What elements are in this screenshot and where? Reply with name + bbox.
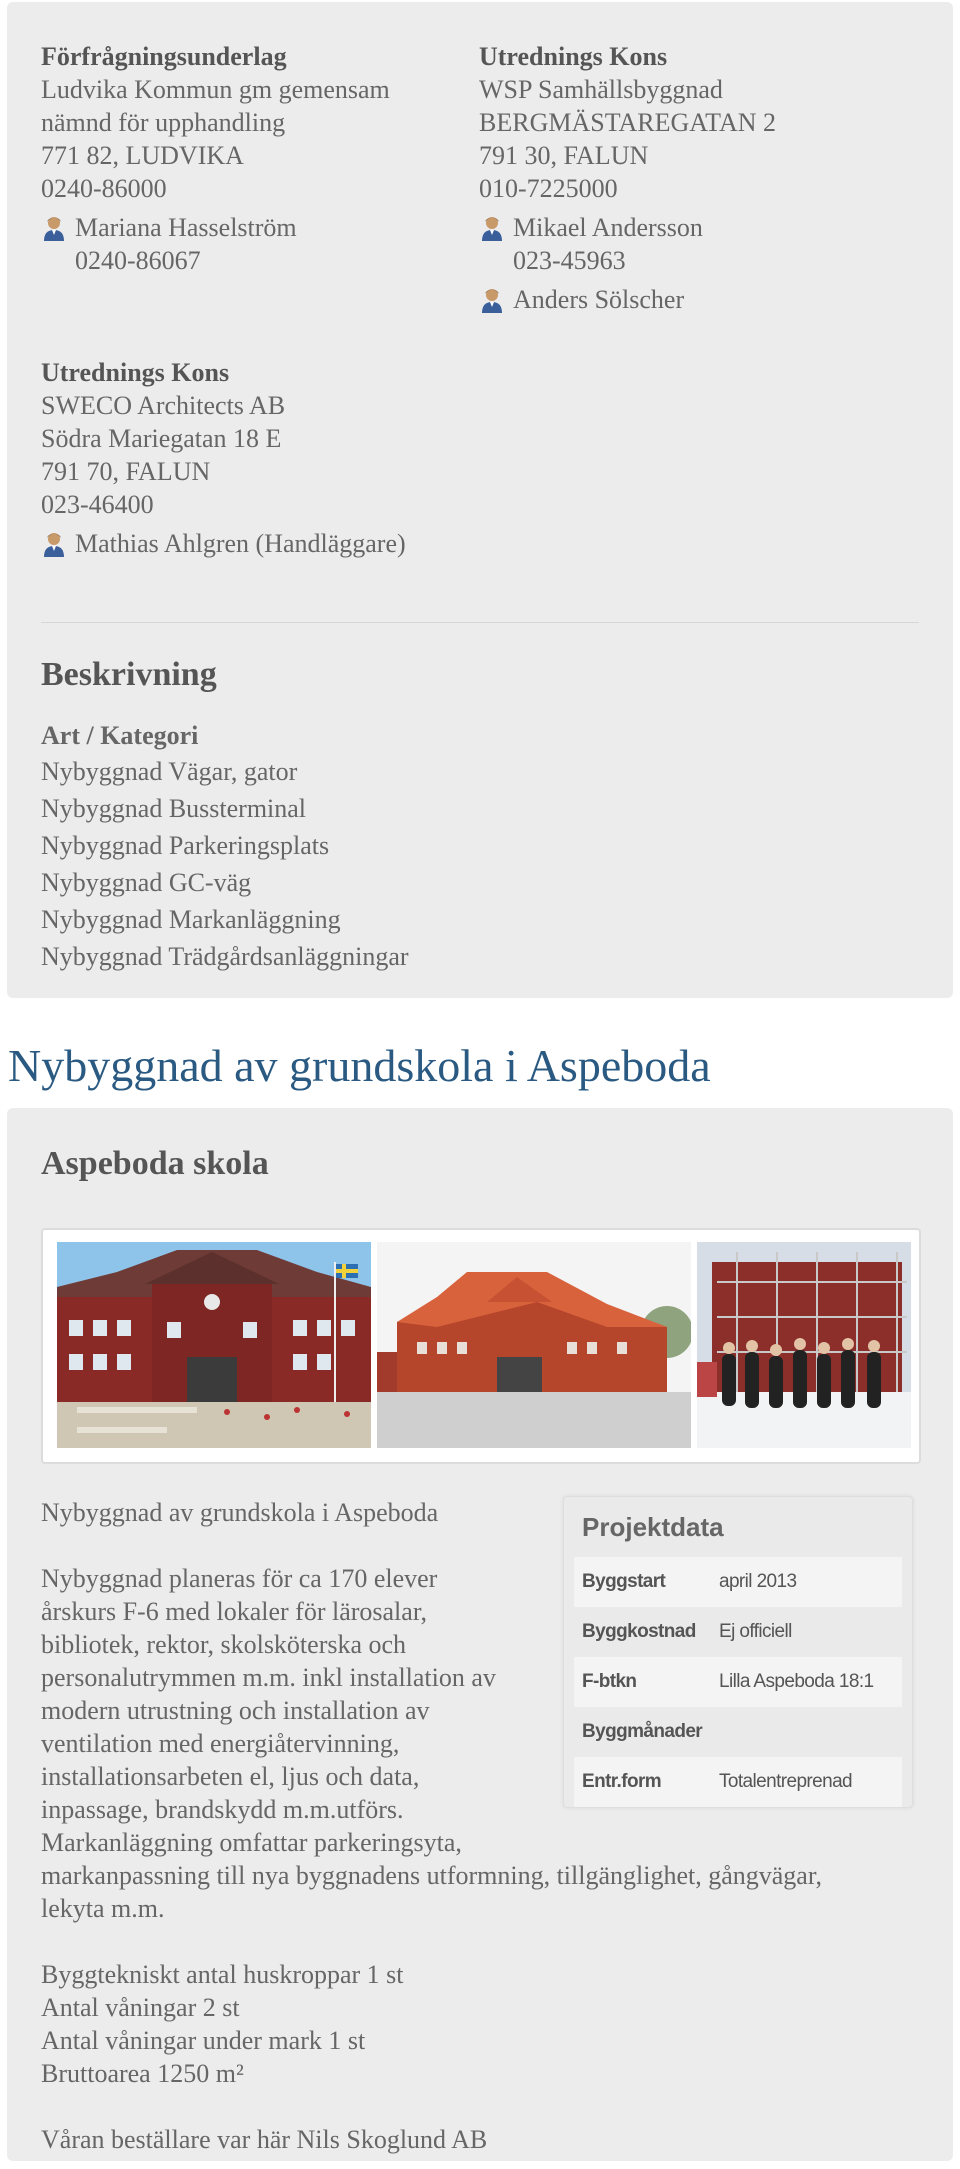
- table-row: [574, 1557, 902, 1607]
- project-body: [41, 1496, 919, 2156]
- text-line: bibliotek, rektor, skolsköterska och: [41, 1630, 407, 1659]
- row-label: Byggkostnad: [582, 1621, 696, 1642]
- row-label: Byggstart: [582, 1571, 666, 1592]
- category-item: Nybyggnad Trädgårdsanläggningar: [41, 942, 409, 971]
- category-item: Nybyggnad Bussterminal: [41, 794, 307, 823]
- text-line: Antal våningar 2 st: [41, 1993, 240, 2022]
- text-line: personalutrymmen m.m. inkl installation av: [41, 1663, 496, 1692]
- user-icon: [43, 215, 65, 241]
- contact-line: 791 30, FALUN: [479, 141, 649, 170]
- text-line: lekyta m.m.: [41, 1894, 165, 1923]
- user-icon: [481, 287, 503, 313]
- school-photo-2[interactable]: [377, 1242, 691, 1448]
- contact-line: Ludvika Kommun gm gemensam: [41, 75, 390, 104]
- category-item: Nybyggnad GC-väg: [41, 868, 252, 897]
- category-item: Nybyggnad Markanläggning: [41, 905, 341, 934]
- contact-block-forfragningsunderlag: [41, 40, 479, 316]
- project-client: Våran beställare var här Nils Skoglund AB: [41, 2125, 488, 2154]
- image-gallery: [41, 1228, 921, 1464]
- contact-block-sweco: [41, 356, 919, 560]
- project-subtitle: Aspeboda skola: [41, 1145, 269, 1182]
- project-data-box: [563, 1496, 913, 1808]
- row-label: F-btkn: [582, 1671, 637, 1692]
- table-row: [574, 1707, 902, 1757]
- contact-title: Utrednings Kons: [479, 42, 668, 71]
- person-name: Mariana Hasselström: [75, 213, 297, 242]
- contact-line: 771 82, LUDVIKA: [41, 141, 244, 170]
- table-row: [574, 1607, 902, 1657]
- user-icon: [43, 531, 65, 557]
- row-value: Lilla Aspeboda 18:1: [719, 1671, 874, 1692]
- contact-phone: 010-7225000: [479, 174, 618, 203]
- category-list: [41, 753, 919, 975]
- person-name: Mathias Ahlgren (Handläggare): [75, 529, 406, 558]
- contact-phone: 023-46400: [41, 490, 154, 519]
- contacts-card: [7, 2, 953, 998]
- category-item: Nybyggnad Parkeringsplats: [41, 831, 330, 860]
- text-line: installationsarbeten el, ljus och data,: [41, 1762, 420, 1791]
- contact-person: [41, 527, 919, 560]
- school-photo-1[interactable]: [57, 1242, 371, 1448]
- contacts-row: [41, 40, 919, 316]
- contact-line: nämnd för upphandling: [41, 108, 286, 137]
- row-label: Entr.form: [582, 1771, 662, 1792]
- contact-person: [41, 211, 479, 277]
- text-line: markanpassning till nya byggnadens utformning, tillgänglighet, gångvägar,: [41, 1861, 822, 1890]
- project-data-title: Projektdata: [582, 1512, 724, 1542]
- contact-line: SWECO Architects AB: [41, 391, 286, 420]
- table-row: [574, 1657, 902, 1707]
- text-line: Bruttoarea 1250 m²: [41, 2059, 244, 2088]
- text-line: Nybyggnad planeras för ca 170 elever: [41, 1564, 438, 1593]
- person-phone: 0240-86067: [75, 246, 201, 275]
- contact-title: Förfrågningsunderlag: [41, 42, 287, 71]
- category-item: Nybyggnad Vägar, gator: [41, 757, 298, 786]
- text-line: Markanläggning omfattar parkeringsyta,: [41, 1828, 462, 1857]
- text-line: inpassage, brandskydd m.m.utförs.: [41, 1795, 404, 1824]
- user-icon: [481, 215, 503, 241]
- row-value: Ej officiell: [719, 1621, 792, 1642]
- project-card: [7, 1108, 953, 2161]
- text-line: Antal våningar under mark 1 st: [41, 2026, 366, 2055]
- category-label: Art / Kategori: [41, 721, 199, 750]
- project-specs: [41, 1958, 919, 2090]
- row-value: april 2013: [719, 1571, 797, 1592]
- person-name: Mikael Andersson: [513, 213, 703, 242]
- project-title[interactable]: Nybyggnad av grundskola i Aspeboda: [8, 1040, 711, 1091]
- contact-line: 791 70, FALUN: [41, 457, 211, 486]
- text-line: Byggtekniskt antal huskroppar 1 st: [41, 1960, 404, 1989]
- project-intro: Nybyggnad av grundskola i Aspeboda: [41, 1498, 439, 1527]
- contact-line: BERGMÄSTAREGATAN 2: [479, 108, 777, 137]
- text-line: modern utrustning och installation av: [41, 1696, 430, 1725]
- contact-person: [479, 211, 917, 277]
- text-line: ventilation med energiåtervinning,: [41, 1729, 400, 1758]
- description-title: Beskrivning: [41, 656, 217, 693]
- contact-title: Utrednings Kons: [41, 358, 230, 387]
- contact-phone: 0240-86000: [41, 174, 167, 203]
- contact-person: [479, 283, 917, 316]
- contact-line: WSP Samhällsbyggnad: [479, 75, 723, 104]
- project-data-table: [574, 1557, 902, 1807]
- contact-line: Södra Mariegatan 18 E: [41, 424, 282, 453]
- person-name: Anders Sölscher: [513, 285, 685, 314]
- text-line: årskurs F-6 med lokaler för lärosalar,: [41, 1597, 427, 1626]
- divider: [41, 622, 919, 623]
- person-phone: 023-45963: [513, 246, 626, 275]
- contact-block-wsp: [479, 40, 917, 316]
- table-row: [574, 1757, 902, 1807]
- school-photo-3[interactable]: [697, 1242, 911, 1448]
- row-value: Totalentreprenad: [719, 1771, 853, 1792]
- row-label: Byggmånader: [582, 1721, 703, 1742]
